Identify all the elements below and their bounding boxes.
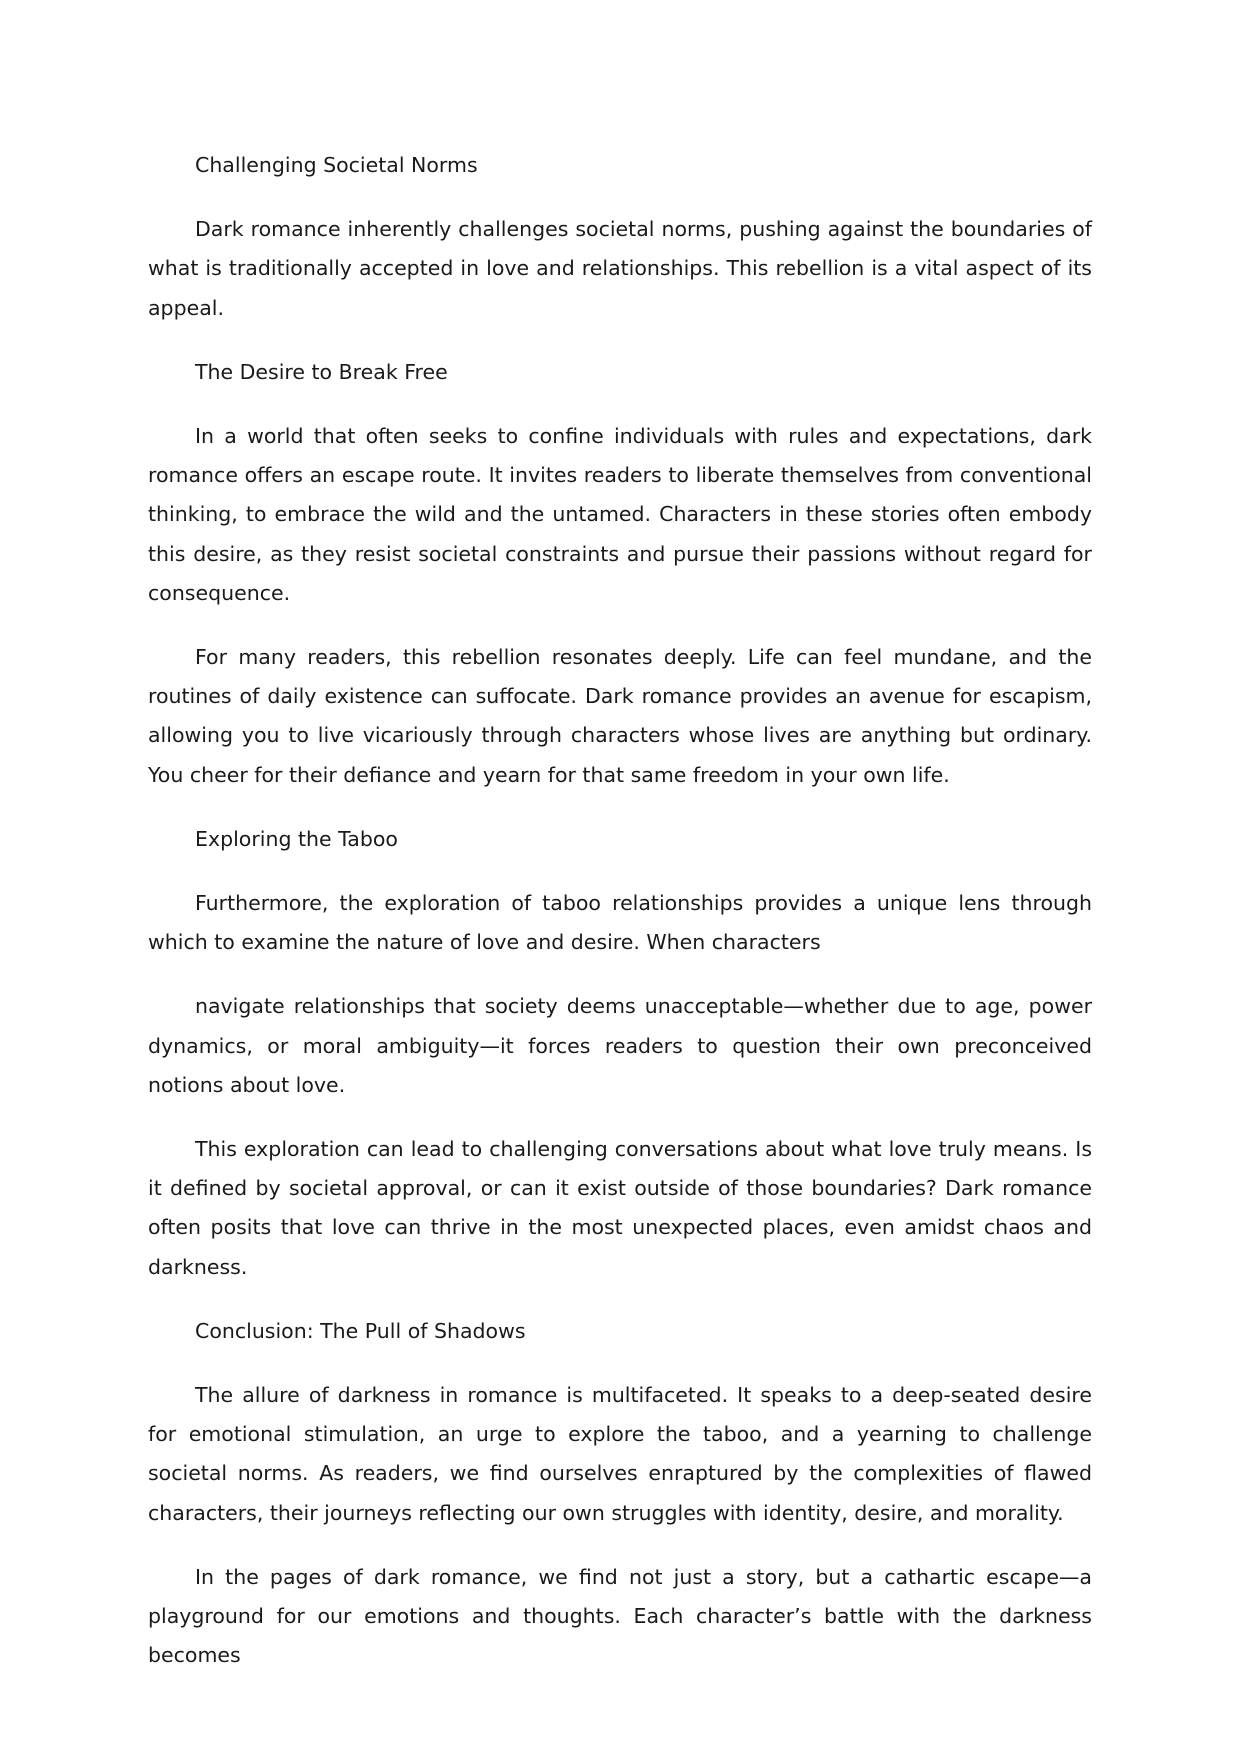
- body-paragraph: Furthermore, the exploration of taboo relationships provides a unique lens through which to examine the nature of love and desire. When characters: [148, 891, 1092, 955]
- body-paragraph: For many readers, this rebellion resonates deeply. Life can feel mundane, and the routines of daily existence can suffocate. Dark romance provides an avenue for escapism, allowing you to live vicariously through characters whose lives are anything but ordinary. You cheer for their defiance and yearn for that same freedom in your own life.: [148, 645, 1092, 787]
- section-heading-exploring-the-taboo: Exploring the Taboo: [195, 826, 398, 851]
- section-heading-conclusion: Conclusion: The Pull of Shadows: [195, 1318, 526, 1343]
- body-paragraph: Dark romance inherently challenges societal norms, pushing against the boundaries of what is traditionally accepted in love and relationships. This rebellion is a vital aspect of its appeal.: [148, 217, 1092, 320]
- section-heading-challenging-societal-norms: Challenging Societal Norms: [195, 153, 478, 177]
- section-heading-desire-to-break-free: The Desire to Break Free: [195, 359, 448, 384]
- body-paragraph: In the pages of dark romance, we find not just a story, but a cathartic escape—a playground for our emotions and thoughts. Each character’s battle with the darkness becomes: [148, 1564, 1092, 1668]
- body-paragraph: navigate relationships that society deems unacceptable—whether due to age, power dynamics, or moral ambiguity—it forces readers to question their own preconceived notions about love.: [148, 994, 1092, 1097]
- body-paragraph: This exploration can lead to challenging conversations about what love truly means. Is it defined by societal approval, or can it exist outside of those boundaries? Dark romance often posits that love can thrive in the most unexpected places, even amidst chaos and darkness.: [148, 1137, 1092, 1279]
- body-paragraph: In a world that often seeks to confine individuals with rules and expectations, dark romance offers an escape route. It invites readers to liberate themselves from conventional thinking, to embrace the wild and the untamed. Characters in these stories often embody this desire, as they resist societal constraints and pursue their passions without regard for consequence.: [148, 424, 1092, 605]
- document-page: [148, 146, 1092, 1676]
- body-paragraph: The allure of darkness in romance is multifaceted. It speaks to a deep-seated desire for emotional stimulation, an urge to explore the taboo, and a yearning to challenge societal norms. As readers, we find ourselves enraptured by the complexities of flawed characters, their journeys reflecting our own struggles with identity, desire, and morality.: [148, 1383, 1092, 1525]
